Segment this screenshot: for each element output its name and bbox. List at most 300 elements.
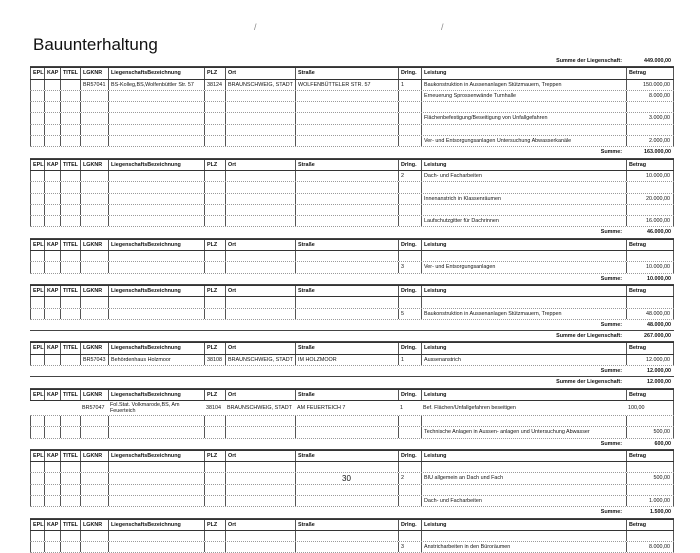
header-betr: Betrag [626,343,674,353]
header-leist: Leistung [421,520,626,530]
cell-plz [204,171,225,181]
header-str: Straße [295,240,398,250]
cell-plz: 38108 [204,355,225,365]
header-titel: TITEL [60,451,80,461]
table-row [30,462,674,473]
cell-lgknr [80,531,108,541]
header-leist: Leistung [421,68,626,78]
cell-drlg [398,136,421,146]
cell-ort [225,427,295,437]
cell-betr: 20.000,00 [626,194,674,204]
cell-leist: Anstricharbeiten in den Büroräumen [421,542,626,552]
cell-plz [204,194,225,204]
cell-epl [30,205,44,215]
cell-kap [44,473,60,483]
header-str: Straße [295,390,398,400]
header-bez: LiegenschaftsBezeichnung [108,240,204,250]
header-titel: TITEL [60,160,80,170]
cell-titel [60,542,80,552]
header-lgknr: LGKNR [80,286,108,296]
cell-kap [44,462,60,472]
cell-leist: Dach- und Facharbeiten [421,496,626,506]
header-str: Straße [295,520,398,530]
cell-epl [30,80,44,90]
cell-titel [60,182,80,192]
header-epl: EPL [30,343,44,353]
cell-lgknr [80,205,108,215]
cell-kap [44,542,60,552]
header-lgknr: LGKNR [80,160,108,170]
cell-plz [204,136,225,146]
cell-lgknr [80,416,108,426]
cell-lgknr [80,462,108,472]
header-titel: TITEL [60,68,80,78]
cell-plz [204,542,225,552]
cell-epl [30,542,44,552]
header-plz: PLZ [204,160,225,170]
table-row [30,297,674,308]
cell-betr: 2.000,00 [626,136,674,146]
cell-lgknr [80,262,108,272]
cell-kap [44,531,60,541]
cell-drlg [398,216,421,226]
cell-titel [60,216,80,226]
cell-betr: 1.000,00 [626,496,674,506]
header-drlg: Drlng. [398,451,421,461]
cell-bez [108,416,204,426]
cell-bez [108,485,204,495]
header-kap: KAP [44,343,60,353]
cell-bez [108,171,204,181]
cell-leist [421,251,626,261]
cell-ort [225,216,295,226]
header-titel: TITEL [60,520,80,530]
cell-drlg [398,297,421,307]
cell-titel [60,113,80,123]
table-row [30,80,674,91]
cell-lgknr [80,102,108,112]
cell-epl [30,113,44,123]
cell-ort [225,205,295,215]
cell-drlg: 3 [398,262,421,272]
sum-row [30,507,674,518]
cell-epl [30,496,44,506]
cell-drlg: 5 [398,309,421,319]
cell-leist: Bef. Flächen/Unfallgefahren beseitigen [423,404,516,411]
header-betr: Betrag [626,286,674,296]
table-row [30,182,674,193]
cell-drlg [398,102,421,112]
cell-titel [60,473,80,483]
cell-epl [30,427,44,437]
header-kap: KAP [44,286,60,296]
cell-betr: 12.000,00 [626,355,674,365]
cell-titel [60,485,80,495]
cell-kap [44,496,60,506]
cell-leist: Erneuerung Sprossenwände Turnhalle [421,91,626,101]
cell-str [295,102,398,112]
cell-str [295,182,398,192]
header-str: Straße [295,68,398,78]
cell-leist: Ver- und Entsorgungsanlagen [421,262,626,272]
cell-bez: Behördenhaus Holzmoor [108,355,204,365]
cell-leist [421,182,626,192]
cell-drlg [398,182,421,192]
cell-drlg: 3 [398,542,421,552]
cell-epl [30,262,44,272]
header-betr: Betrag [626,68,674,78]
cell-str [295,309,398,319]
cell-epl [30,531,44,541]
header-ort: Ort [225,240,295,250]
cell-plz [204,297,225,307]
table-row [30,136,674,147]
header-leist: Leistung [421,451,626,461]
header-betr: Betrag [626,451,674,461]
sum-amount: 600,00 [654,440,671,447]
cell-titel [60,462,80,472]
header-betr: Betrag [626,240,674,250]
header-ort: Ort [225,520,295,530]
header-titel: TITEL [60,240,80,250]
cell-titel [60,401,80,415]
cell-kap [44,309,60,319]
cell-bez [108,91,204,101]
header-lgknr: LGKNR [80,451,108,461]
cell-bez [108,125,204,135]
header-epl: EPL [30,286,44,296]
cell-plz [204,485,225,495]
cell-epl [30,171,44,181]
header-bez: LiegenschaftsBezeichnung [108,451,204,461]
cell-bez [108,297,204,307]
cell-betr: 16.000,00 [626,216,674,226]
cell-str [295,91,398,101]
sum-row [30,274,674,285]
cell-kap [44,125,60,135]
cell-ort [225,113,295,123]
table-row [30,125,674,136]
cell-plz [204,427,225,437]
cell-drlg [398,91,421,101]
cell-epl [30,251,44,261]
cell-betr [626,485,674,495]
cell-epl [30,416,44,426]
cell-titel [60,416,80,426]
header-betr: Betrag [626,390,674,400]
page-title: Bauunterhaltung [33,35,158,54]
cell-epl [30,309,44,319]
table-row [30,102,674,113]
header-kap: KAP [44,68,60,78]
cell-plz: 38104 [206,404,221,411]
header-betr: Betrag [626,160,674,170]
cell-bez [108,182,204,192]
cell-epl [30,462,44,472]
header-plz: PLZ [204,240,225,250]
cell-str [295,542,398,552]
header-str: Straße [295,343,398,353]
cell-drlg [398,205,421,215]
cell-lgknr [80,427,108,437]
table-row [30,309,674,320]
cell-lgknr [80,91,108,101]
cell-str [295,485,398,495]
property-sum-row [30,377,674,388]
cell-ort [225,125,295,135]
header-ort: Ort [225,286,295,296]
cell-betr: 48.000,00 [626,309,674,319]
cell-titel [60,136,80,146]
header-bez: LiegenschaftsBezeichnung [108,390,204,400]
sum-amount: 48.000,00 [647,321,671,328]
header-drlg: Drlng. [398,160,421,170]
sum-amount: 10.000,00 [647,275,671,282]
cell-ort [225,251,295,261]
cell-plz [204,216,225,226]
sum-label: Summe: [600,509,622,516]
cell-ort [225,194,295,204]
header-str: Straße [295,451,398,461]
cell-plz: 38124 [204,80,225,90]
cell-plz [204,473,225,483]
cell-str [295,216,398,226]
header-epl: EPL [30,390,44,400]
cell-lgknr [80,251,108,261]
cell-str [295,416,398,426]
cell-lgknr [80,496,108,506]
table-row [30,262,674,273]
sum-amount: 267.000,00 [644,333,671,340]
header-bez: LiegenschaftsBezeichnung [108,286,204,296]
header-leist: Leistung [421,160,626,170]
cell-leist [421,462,626,472]
header-epl: EPL [30,160,44,170]
cell-str [295,125,398,135]
cell-titel [60,427,80,437]
table-row [30,194,674,205]
cell-kap [44,136,60,146]
cell-betr: 500,00 [626,473,674,483]
cell-epl [30,125,44,135]
sum-row [30,147,674,158]
cell-ort [225,531,295,541]
header-titel: TITEL [60,390,80,400]
cell-lgknr [80,125,108,135]
cell-betr [626,182,674,192]
cell-betr: 3.000,00 [626,113,674,123]
cell-bez: Fol.Stat. Volkmarode,BS, Am Feuerteich [110,401,180,414]
header-ort: Ort [225,68,295,78]
cell-str: AM FEUERTEICH 7 [297,404,346,411]
cell-titel [60,171,80,181]
cell-bez [108,542,204,552]
cell-str [295,113,398,123]
header-plz: PLZ [204,68,225,78]
table-row [30,496,674,507]
cell-betr [626,251,674,261]
cell-ort [225,416,295,426]
cell-plz [204,205,225,215]
cell-bez [108,194,204,204]
header-str: Straße [295,286,398,296]
table-header-row [30,389,674,401]
cell-bez [108,102,204,112]
cell-leist: Flächenbefestigung/Beseitigung von Unfallgefahren [421,113,626,123]
header-leist: Leistung [421,240,626,250]
cell-plz [204,416,225,426]
property-sum-row [30,56,674,67]
table-row [30,427,674,438]
table-row [30,113,674,124]
cell-kap [44,427,60,437]
cell-str [295,297,398,307]
header-bez: LiegenschaftsBezeichnung [108,68,204,78]
cell-ort [225,91,295,101]
header-kap: KAP [44,451,60,461]
header-titel: TITEL [60,343,80,353]
cell-drlg: 1 [398,355,421,365]
cell-leist: Baukonstruktion in Aussenanlagen Stützmauern, Treppen [421,80,626,90]
header-epl: EPL [30,451,44,461]
sum-label: Summe der Liegenschaft: [556,379,622,386]
property-sum-row [30,331,674,342]
cell-lgknr [80,136,108,146]
cell-lgknr [80,309,108,319]
sum-amount: 46.000,00 [647,229,671,236]
cell-leist: Technische Anlagen in Aussen- anlagen und Untersuchung Abwasser [421,427,626,437]
cell-lgknr [80,171,108,181]
cell-betr [626,531,674,541]
table-row [30,542,674,553]
cell-drlg [398,485,421,495]
header-ort: Ort [225,390,295,400]
cell-betr: 8.000,00 [626,542,674,552]
cell-kap [44,416,60,426]
header-epl: EPL [30,520,44,530]
cell-epl [30,401,44,415]
cell-str [295,136,398,146]
sum-amount: 1.500,00 [650,509,671,516]
table-header-row [30,342,674,354]
cell-leist [421,416,626,426]
cell-kap [44,262,60,272]
cell-kap [44,113,60,123]
cell-betr [626,462,674,472]
cell-lgknr [80,216,108,226]
cell-kap [44,216,60,226]
header-kap: KAP [44,390,60,400]
cell-titel [60,297,80,307]
cell-drlg [398,125,421,135]
cell-plz [204,125,225,135]
sum-label: Summe: [600,275,622,282]
cell-kap [44,182,60,192]
cell-epl [30,216,44,226]
cell-plz [204,309,225,319]
header-plz: PLZ [204,343,225,353]
cell-lgknr: BR57043 [80,355,108,365]
cell-kap [44,194,60,204]
cell-betr [626,416,674,426]
header-ort: Ort [225,160,295,170]
cell-bez: BS-Kolleg,BS,Wolfenbüttler Str. 57 [108,80,204,90]
cell-bez [108,216,204,226]
cell-ort: BRAUNSCHWEIG, STADT [225,355,295,365]
table-row [30,401,674,416]
sum-label: Summe: [600,368,622,375]
cell-leist: Baukonstruktion in Aussenanlagen Stützmauern, Treppen [421,309,626,319]
cell-kap [44,355,60,365]
cell-plz [204,91,225,101]
cell-kap [44,401,60,415]
cell-titel [60,496,80,506]
cell-titel [60,102,80,112]
cell-leist [421,297,626,307]
cell-drlg: 2 [398,171,421,181]
cell-bez [108,113,204,123]
cell-kap [44,205,60,215]
header-drlg: Drlng. [398,520,421,530]
cell-betr [626,205,674,215]
scan-mark: / [254,22,257,32]
cell-str [295,427,398,437]
header-plz: PLZ [204,286,225,296]
cell-str [295,194,398,204]
table-row [30,473,674,484]
table-header-row [30,239,674,251]
cell-ort [225,462,295,472]
cell-ort [225,473,295,483]
cell-epl [30,136,44,146]
cell-titel [60,251,80,261]
scan-mark: / [441,22,444,32]
cell-kap [44,171,60,181]
cell-drlg [398,194,421,204]
header-ort: Ort [225,451,295,461]
table-header-row [30,159,674,171]
cell-plz [204,262,225,272]
cell-plz [204,462,225,472]
table-row [30,355,674,366]
cell-ort: BRAUNSCHWEIG, STADT [227,404,292,411]
cell-lgknr: BR57047 [82,404,105,411]
cell-lgknr [80,182,108,192]
header-str: Straße [295,160,398,170]
cell-drlg [398,427,421,437]
cell-str [295,205,398,215]
header-plz: PLZ [204,390,225,400]
cell-str [295,496,398,506]
cell-betr: 10.000,00 [626,262,674,272]
maintenance-table [30,56,674,553]
sum-row [30,366,674,377]
cell-bez [108,473,204,483]
table-row [30,531,674,542]
table-row [30,216,674,227]
cell-titel [60,125,80,135]
header-drlg: Drlng. [398,390,421,400]
cell-epl [30,102,44,112]
table-header-row [30,67,674,79]
cell-bez [108,309,204,319]
header-epl: EPL [30,240,44,250]
sum-amount: 163.000,00 [644,149,671,156]
cell-str [295,531,398,541]
cell-ort [225,262,295,272]
cell-titel [60,194,80,204]
header-plz: PLZ [204,451,225,461]
